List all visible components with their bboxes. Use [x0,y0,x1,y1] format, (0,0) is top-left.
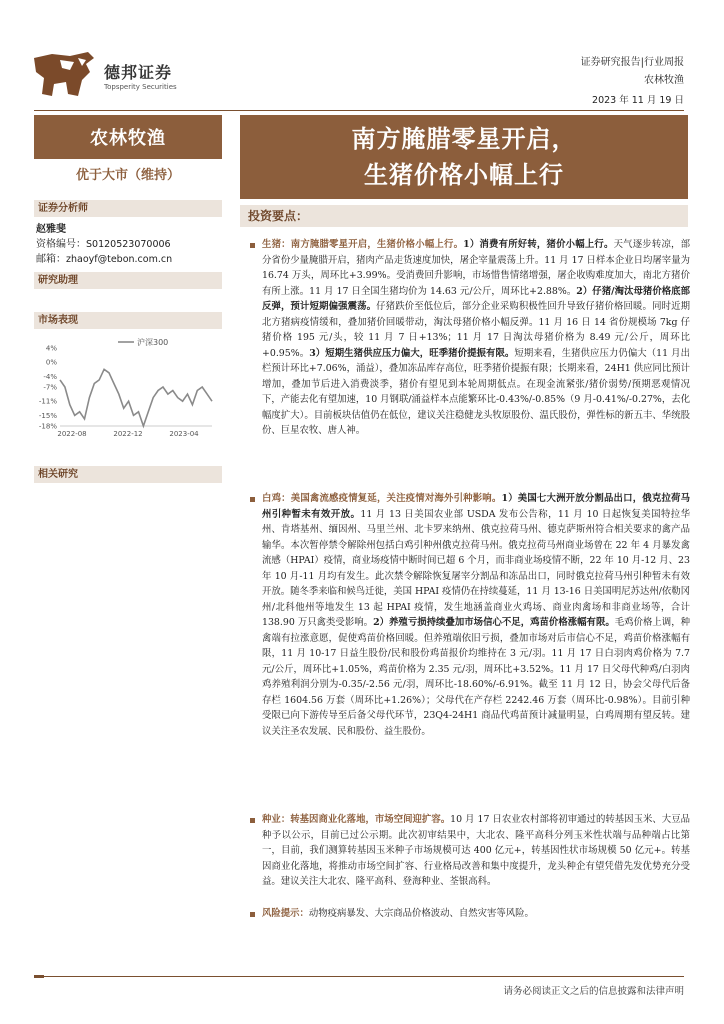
x-tick-label: 2022-08 [57,430,87,438]
title-line-1: 南方腌腊零星开启， [351,124,577,153]
analyst-name: 赵雅斐 [36,224,66,235]
y-tick-label: -18% [38,422,57,431]
series-line-hs300 [60,369,212,426]
report-meta [581,54,684,110]
y-tick-label: -4% [43,372,57,381]
market-header: 市场表现 [34,312,222,329]
cert-row: 资格编号：S0120523070006 [36,239,171,250]
related-header: 相关研究 [34,466,222,483]
report-date: 2023 年 11 月 19 日 [592,95,684,106]
logo-english: Topsperity Securities [104,83,177,91]
bullet-icon [250,912,255,917]
x-tick-label: 2023-04 [169,430,199,438]
logo-name: 德邦证券 [104,63,173,82]
market-performance-chart [34,334,224,440]
sector-box: 农林牧渔 [34,115,222,159]
report-type: 证券研究报告|行业周报 [580,57,684,68]
footer-divider [34,976,684,977]
para-hog: 生猪：南方腌腊零星开启，生猪价格小幅上行。1）消费有所好转，猪价小幅上行。天气逐步转凉，部分省份少量腌腊开启，猪肉产品走货速度加快，屠企宰量震荡上升。11 月 17 日样本企业日均屠宰量为 16.74 万头，周环比+3.99%。受消费回升影响，市场惜售情绪增强，屠企收购难度加大，南北方猪价有所上涨。11 月 17 日全国生猪均价为 14.63 元/公斤，周环比+2.88%。2）仔猪/淘汰母猪价格底部反弹，预计短期偏强震荡。仔猪跌价至低位后，部分企业采购积极性回升导致仔猪价格回暖。同时近期北方猪病疫情缓和，叠加猪价回暖带动，淘汰母猪价格小幅反弹。11 月 16 日 14 省份规模场 7kg 仔猪价格 195 元/头，较 11 月 7 日+13%；11 月 17 日淘汰母猪价格为 8.49 元/公斤，周环比+0.95%。3）短期生猪供应压力偏大，旺季猪价提振有限。短期来看，生猪供应压力仍偏大（11 月出栏预计环比+7.06%，涌益），叠加冻品库存高位，旺季猪价提振有限；长期来看，24H1 供应同比预计增加，叠加节后进入消费淡季，猪价有望见到本轮周期低点。在现金流紧张/猪价弱势/预期恶观情况下，产能去化有望加速，10 月钢联/涌益样本点能繁环比-0.43%/-0.85%（9 月-0.41%/-0.27%，去化幅度扩大）。目前板块估值仍在低位，建议关注稳健龙头牧原股份、温氏股份，弹性标的新五丰、华统股份、巨星农牧、唐人神。 [262,239,691,436]
bullet-icon [250,243,255,248]
assistant-header: 研究助理 [34,272,222,289]
y-tick-label: -11% [38,397,57,406]
report-industry: 农林牧渔 [644,75,684,86]
report-title [240,115,688,199]
bullet-icon [250,818,255,823]
analyst-info [36,222,226,267]
key-points-header: 投资要点： [240,205,688,227]
footer-accent [34,975,44,978]
header-divider [34,110,684,111]
analyst-header: 证券分析师 [34,200,222,217]
logo-bull-icon [30,50,98,100]
y-tick-label: -7% [43,383,57,392]
cert-value: S0120523070006 [86,239,171,250]
para-seed: 种业：转基因商业化落地，市场空间迎扩容。10 月 17 日农业农村部将初审通过的转基因玉米、大豆品种予以公示，目前已过公示期。此次初审结果中，大北农、隆平高科分列玉米性状端与品种端占比第一，目前，我们测算转基因玉米种子市场规模可达 400 亿元+，转基因性状市场规模 50 亿元+。转基因商业化落地，将推动市场空间扩容、行业格局改善和集中度提升，龙头种企有望凭借先发优势充分受益。建议关注大北农、隆平高科、登海种业、荃银高科。 [262,814,690,887]
y-tick-label: -15% [38,411,57,420]
company-logo [30,50,190,100]
para-risk: 风险提示：动物疫病暴发、大宗商品价格波动、自然灾害等风险。 [262,908,534,919]
email-value[interactable]: zhaoyf@tebon.com.cn [66,254,173,265]
bullet-icon [250,497,255,502]
x-tick-label: 2022-12 [113,430,143,438]
rating-label: 优于大市（维持） [75,168,180,183]
legend-label: 沪深300 [137,338,169,347]
email-row: 邮箱：zhaoyf@tebon.com.cn [36,254,173,265]
title-line-2: 生猪价格小幅上行 [364,160,564,189]
y-tick-label: 0% [45,358,57,367]
para-chicken: 白鸡：美国禽流感疫情复延，关注疫情对海外引种影响。1）美国七大洲开放分割品出口，俄克拉荷马州引种暂未有效开放。11 月 13 日美国农业部 USDA 发布公告称，11 月 10 日起恢复美国特拉华州、肯塔基州、缅因州、马里兰州、北卡罗来纳州、俄克拉荷马州、德克萨斯州符合相关要求的禽产品输华。本次暂停禁令解除州包括白鸡引种州俄克拉荷马州。俄克拉荷马州商业场曾在 22 年 4 月暴发禽流感（HPAI）疫情，商业场疫情中断时间已超 6 个月，而非商业场疫情不断，22 年 10 月-12 月、23 年 10 月-11 月均有发生。此次禁令解除恢复屠宰分割品和冻品出口，同时俄克拉荷马州引种暂未有效开放。随冬季来临和候鸟迁徙，美国 HPAI 疫情仍在持续蔓延，11 月 13-16 日美国明尼苏达州/依勒冈州/北科他州等地发生 13 起 HPAI 疫情，发生地涵盖商业火鸡场、商业肉禽场和非商业场等，合计 138.90 万只禽类受影响。2）养殖亏损持续叠加市场信心不足，鸡苗价格涨幅有限。毛鸡价格上调，种禽端有拉涨意愿，促使鸡苗价格回暖。但养殖端依旧亏损，叠加市场对后市信心不足，鸡苗价格涨幅有限，11 月 10-17 日益生股份/民和股份鸡苗报价均维持在 3 元/羽。11 月 17 日白羽肉鸡价格为 7.7 元/公斤，周环比+1.05%，鸡苗价格为 2.35 元/羽，周环比+3.52%。11 月 17 日父母代种鸡/白羽肉鸡养殖利润分别为-0.35/-2.56 元/羽，周环比-18.60%/-6.91%。截至 11 月 12 日，协会父母代后备存栏 1604.56 万套（周环比+1.26%）；父母代在产存栏 2242.46 万套（周环比-0.98%）。目前引种受限已向下游传导至后备父母代环节，23Q4-24H1 商品代鸡苗预计减量明显，白鸡周期有望反转。建议关注圣农发展、民和股份、益生股份。 [262,493,690,737]
footer-disclaimer: 请务必阅读正文之后的信息披露和法律声明 [503,986,684,997]
y-tick-label: 4% [45,344,57,353]
